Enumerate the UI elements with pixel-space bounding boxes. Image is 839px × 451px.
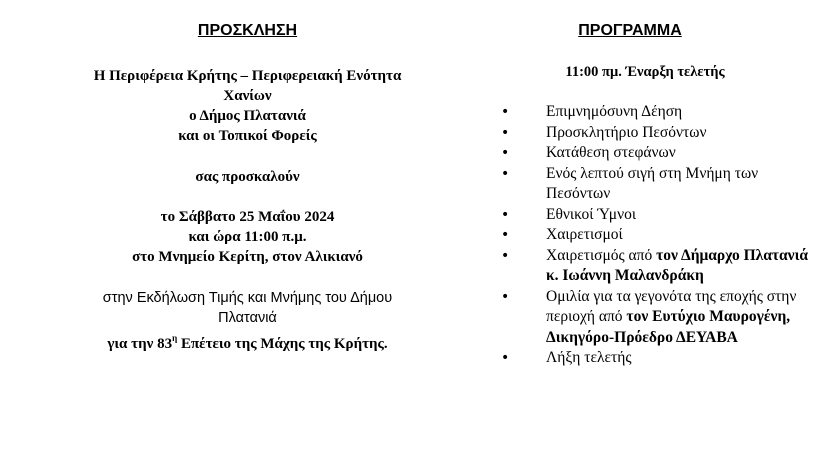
- program-item-text: Επιμνημόσυνη Δέηση: [546, 103, 683, 120]
- event-block: [40, 288, 455, 328]
- program-item-text: Κατάθεση στεφάνων: [546, 144, 676, 161]
- invitation-title: ΠΡΟΣΚΛΗΣΗ: [197, 22, 298, 39]
- program-start-line: 11:00 πμ. Έναρξη τελετής: [565, 64, 725, 80]
- org-line-4: και οι Τοπικοί Φορείς: [178, 128, 317, 144]
- program-item: [495, 164, 815, 205]
- bullet-icon: •: [501, 124, 510, 141]
- program-item: [495, 246, 815, 287]
- program-list: [495, 102, 815, 369]
- invite-text: σας προσκαλούν: [195, 169, 300, 185]
- program-item: [495, 348, 815, 369]
- program-item-text: Προσκλητήριο Πεσόντων: [546, 123, 707, 141]
- program-item-bold-text: τον Δήμαρχο Πλατανιά κ. Ιωάννη Μαλανδράκη: [546, 246, 809, 284]
- bullet-icon: •: [501, 165, 510, 182]
- bullet-icon: •: [501, 247, 510, 264]
- event-line-2: Πλατανιά: [218, 310, 277, 326]
- place-line: στο Μνημείο Κερίτη, στον Αλικιανό: [132, 249, 363, 265]
- program-item-text: Ενός λεπτού σιγή στη Μνήμη των Πεσόντων: [546, 164, 759, 202]
- program-item-text: Χαιρετισμός από: [546, 246, 657, 264]
- program-item-text: Εθνικοί Ύμνοι: [546, 205, 636, 223]
- time-line: και ώρα 11:00 π.μ.: [188, 229, 307, 245]
- anniversary-line: για την $83^\eta$ Επέτειο της Μάχης της Κρήτης.: [107, 333, 388, 352]
- program-item-text: Χαιρετισμοί: [546, 226, 623, 243]
- event-line-1: στην Εκδήλωση Τιμής και Μνήμης του Δήμου: [102, 290, 393, 306]
- program-item: [495, 143, 815, 164]
- program-item: [495, 123, 815, 144]
- org-line-2: Χανίων: [223, 88, 272, 104]
- bullet-icon: •: [501, 206, 510, 223]
- org-line-1: Η Περιφέρεια Κρήτης – Περιφερειακή Ενότητα: [93, 68, 402, 84]
- bullet-icon: •: [501, 350, 510, 366]
- program-item: [495, 287, 815, 349]
- bullet-icon: •: [501, 104, 510, 120]
- organizers-block: [40, 66, 455, 146]
- bullet-icon: •: [501, 227, 510, 243]
- program-item: [495, 205, 815, 226]
- bullet-icon: •: [501, 145, 510, 161]
- bullet-icon: •: [501, 288, 510, 305]
- program-item-text: Ομιλία για τα γεγονότα της εποχής στην περιοχή από: [546, 287, 797, 325]
- program-item: [495, 102, 815, 123]
- program-item: [495, 225, 815, 246]
- date-time-place-block: [40, 207, 455, 267]
- program-title: ΠΡΟΓΡΑΜΜΑ: [578, 22, 682, 39]
- date-line: το Σάββατο 25 Μαΐου 2024: [160, 209, 335, 225]
- program-item-text: Λήξη τελετής: [546, 349, 632, 366]
- org-line-3: ο Δήμος Πλατανιά: [189, 108, 306, 124]
- program-item-bold-text: τον Ευτύχιο Μαυρογένη, Δικηγόρο-Πρόεδρο ΔΕΥΑΒΑ: [546, 308, 791, 346]
